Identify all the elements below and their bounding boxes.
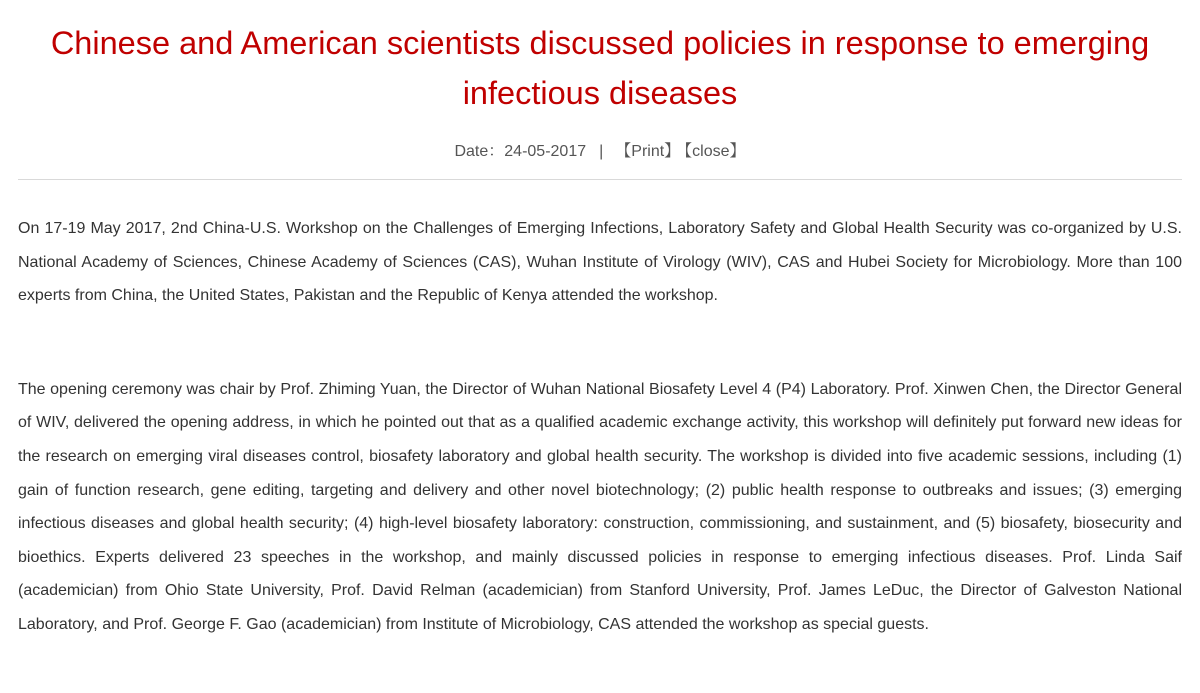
article-meta [18, 142, 1182, 162]
meta-separator: | [599, 143, 604, 160]
title-divider [18, 179, 1182, 180]
date-label: Date： [454, 143, 505, 160]
article-paragraph-2: The opening ceremony was chair by Prof. Zhiming Yuan, the Director of Wuhan National Biosafety Level 4 (P4) Laboratory. Prof. Xinwen Chen, the Director General of WIV, delivered the opening address, in which he pointed out that as a qualified academic exchange activity, this workshop will definitely put forward new ideas for the research on emerging viral diseases control, biosafety laboratory and global health security. The workshop is divided into five academic sessions, including (1) gain of function research, gene editing, targeting and delivery and other novel biotechnology; (2) public health response to outbreaks and issues; (3) emerging infectious diseases and global health security; (4) high-level biosafety laboratory: construction, commissioning, and sustainment, and (5) biosafety, biosecurity and bioethics. Experts delivered 23 speeches in the workshop, and mainly discussed policies in response to emerging infectious diseases. Prof. Linda Saif (academician) from Ohio State University, Prof. David Relman (academician) from Stanford University, Prof. James LeDuc, the Director of Galveston National Laboratory, and Prof. George F. Gao (academician) from Institute of Microbiology, CAS attended the workshop as special guests. [18, 380, 1182, 633]
article-title: Chinese and American scientists discussed policies in response to emerging infectious diseases [50, 25, 1150, 111]
article-paragraph-1: On 17-19 May 2017, 2nd China-U.S. Workshop on the Challenges of Emerging Infections, Laboratory Safety and Global Health Security was co-organized by U.S. National Academy of Sciences, Chinese Academy of Sciences (CAS), Wuhan Institute of Virology (WIV), CAS and Hubei Society for Microbiology. More than 100 experts from China, the United States, Pakistan and the Republic of Kenya attended the workshop. [18, 220, 1182, 305]
print-link[interactable]: 【Print】 [615, 143, 681, 160]
date-value: 24-05-2017 [504, 143, 587, 160]
close-link[interactable]: 【close】 [684, 143, 746, 160]
